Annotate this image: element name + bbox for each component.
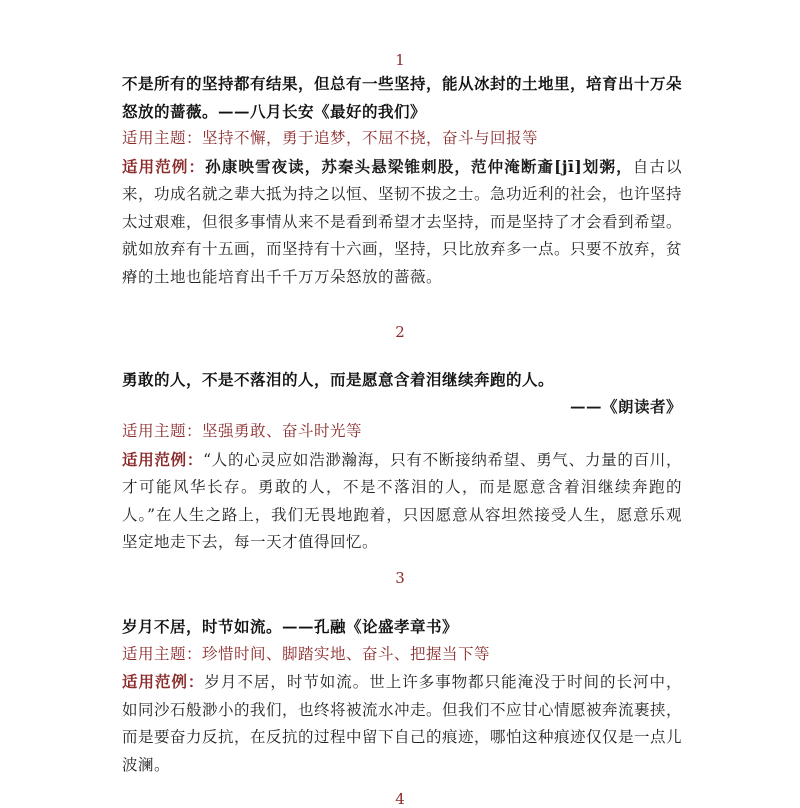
theme-label: 适用主题： — [122, 129, 203, 147]
example-label: 适用范例： — [122, 672, 205, 691]
entry-quote: 勇敢的人，不是不落泪的人，而是愿意含着泪继续奔跑的人。 — [122, 370, 555, 389]
example-label: 适用范例： — [122, 449, 204, 469]
theme-text: 坚强勇敢、奋斗时光等 — [202, 422, 363, 440]
entry-example — [122, 153, 682, 292]
entry-quote: 不是所有的坚持都有结果，但总有一些坚持，能从冰封的土地里，培育出十万朵怒放的蔷薇。——八月长安《最好的我们》 — [122, 74, 683, 121]
theme-label: 适用主题： — [122, 644, 203, 663]
entry-theme-line — [122, 418, 682, 446]
entry-theme-line — [122, 125, 682, 153]
example-text: 自古以来，功成名就之辈大抵为持之以恒、坚韧不拔之士。急功近利的社会，也许坚持太过艰难，但很多事情从来不是看到希望才去坚持，而是坚持了才会看到希望。就如放弃有十五画，而坚持有十六画，坚持，只比放弃多一点。只要不放弃，贫瘠的土地也能培育出千千万万朵怒放的蔷薇。 — [122, 157, 683, 286]
example-text: 岁月不居，时节如流。世上许多事物都只能淹没于时间的长河中，如同沙石般渺小的我们，也终将被流水冲走。但我们不应甘心情愿被奔流裹挟，而是要奋力反抗，在反抗的过程中留下自己的痕迹，哪怕这种痕迹仅仅是一点儿波澜。 — [122, 673, 683, 774]
entry-theme-line — [122, 641, 682, 669]
theme-label: 适用主题： — [122, 422, 203, 440]
entry-example — [122, 668, 682, 779]
entry-number: 4 — [395, 790, 405, 808]
entry-number: 2 — [395, 323, 405, 341]
example-label: 适用范例： — [122, 156, 206, 176]
entry-quote: 岁月不居，时节如流。——孔融《论盛孝章书》 — [122, 617, 459, 636]
theme-text: 坚持不懈，勇于追梦，不屈不挠，奋斗与回报等 — [202, 129, 539, 147]
entry-attribution: ——《朗读者》 — [569, 397, 682, 416]
theme-text: 珍惜时间、脚踏实地、奋斗、把握当下等 — [202, 644, 491, 663]
entry-block — [122, 70, 682, 291]
entry-block — [122, 418, 682, 557]
example-text: “人的心灵应如浩渺瀚海，只有不断接纳希望、勇气、力量的百川，才可能风华长存。勇敢的人，不是不落泪的人，而是愿意含着泪继续奔跑的人。”在人生之路上，我们无畏地跑着，只因愿意从容坦然接受人生，愿意乐观坚定地走下去，每一天才值得回忆。 — [122, 450, 682, 551]
entry-example — [122, 446, 682, 557]
entry-number: 3 — [395, 569, 405, 587]
entry-block — [122, 366, 682, 394]
entry-number: 1 — [395, 51, 405, 69]
entry-block — [122, 613, 682, 779]
example-bold-text: 孙康映雪夜读，苏秦头悬梁锥刺股，范仲淹断齑[jī]划粥， — [205, 156, 633, 176]
